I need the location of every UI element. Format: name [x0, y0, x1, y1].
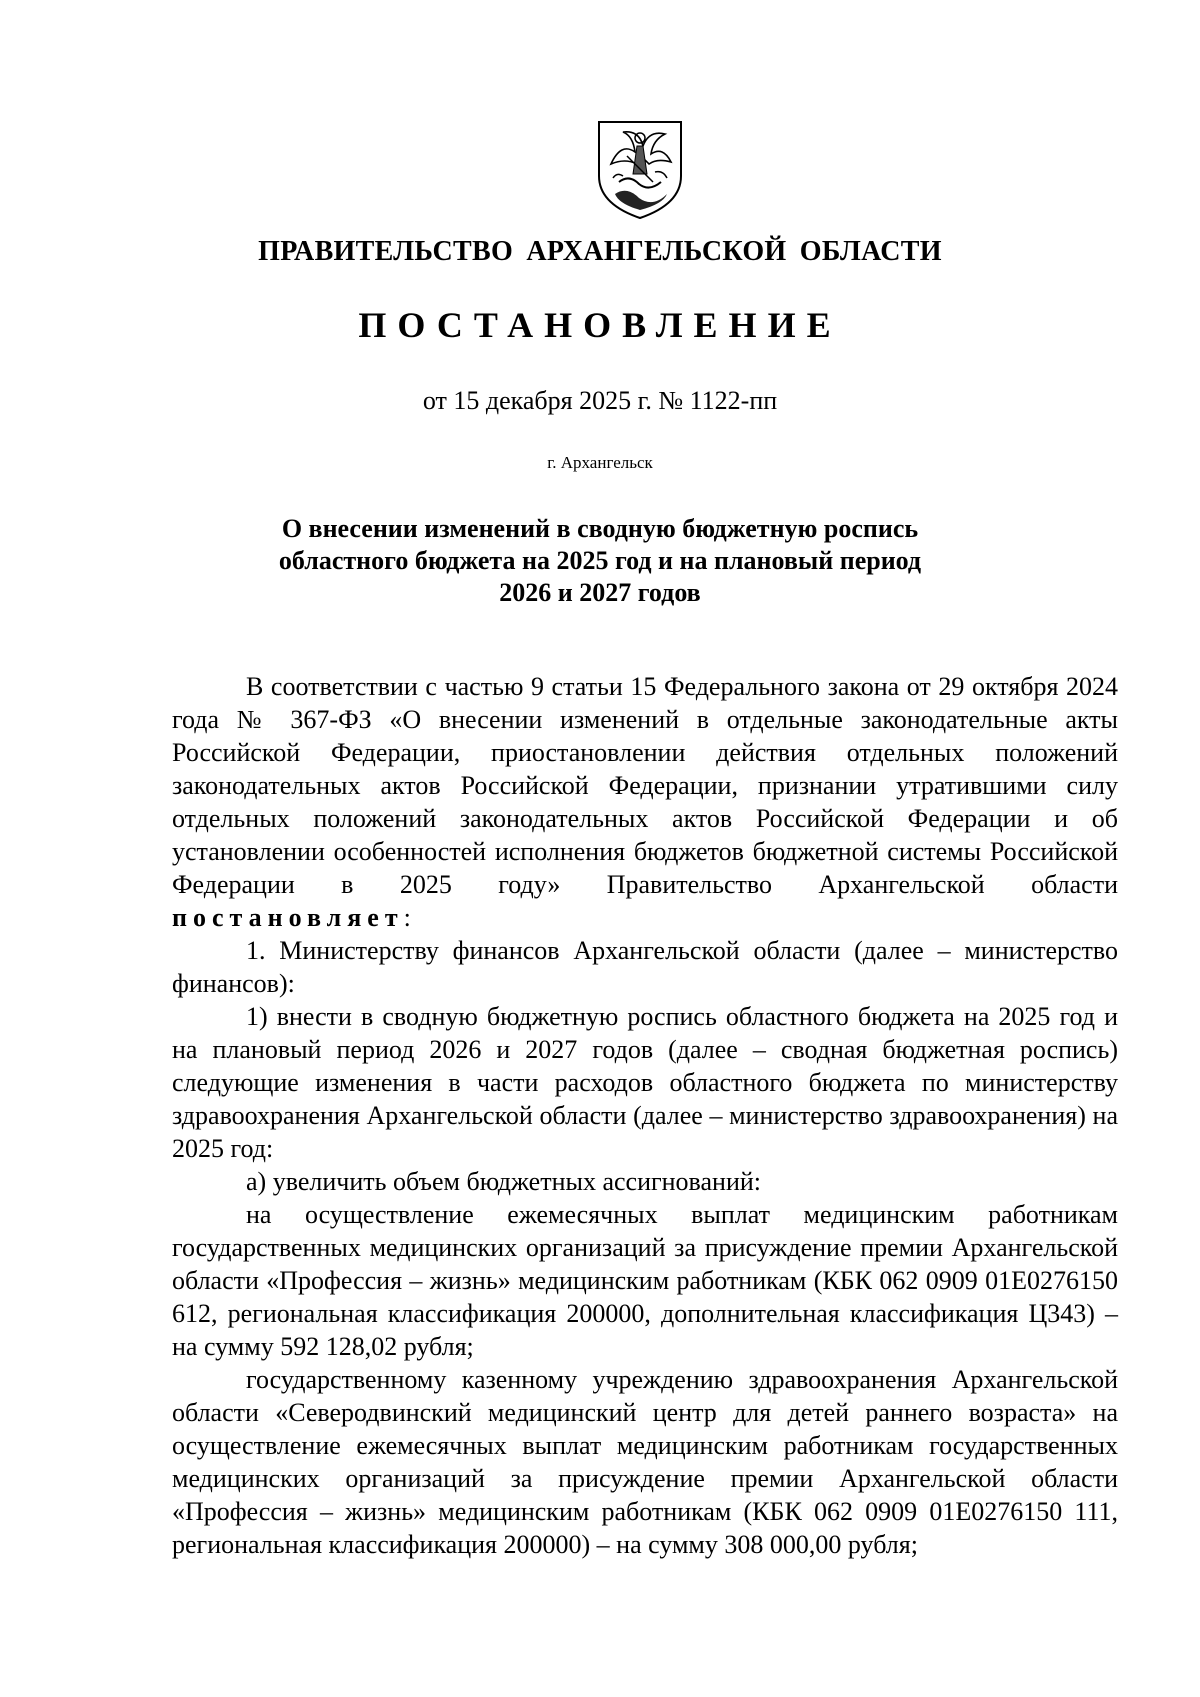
- document-date-number: от 15 декабря 2025 г. № 1122-пп: [422, 386, 778, 415]
- decree-word: постановляет: [172, 903, 404, 932]
- paragraph-a: а) увеличить объем бюджетных ассигнований:: [246, 1167, 761, 1196]
- document-body: [172, 670, 1118, 1561]
- document-title: [240, 513, 960, 609]
- preamble-text: В соответствии с частью 9 статьи 15 Федерального закона от 29 октября 2024 года № 367-ФЗ «О внесении изменений в отдельные законодательные акты Российской Федерации, приостановлении действия отдельных положений законодательных актов Российской Федерации, признании утратившими силу отдельных положений законодательных актов Российской Федерации и об установлении особенностей исполнения бюджетов бюджетной системы Российской Федерации в 2025 году» Правительство Архангельской области: [172, 672, 1118, 899]
- issuing-authority: ПРАВИТЕЛЬСТВО АРХАНГЕЛЬСКОЙ ОБЛАСТИ: [258, 236, 942, 267]
- coat-of-arms-icon: [593, 112, 687, 222]
- title-line: 2026 и 2027 годов: [499, 578, 701, 607]
- title-line: О внесении изменений в сводную бюджетную роспись: [281, 514, 919, 543]
- paragraph-a-2: государственному казенному учреждению здравоохранения Архангельской области «Северодвинский медицинский центр для детей раннего возраста» на осуществление ежемесячных выплат медицинским работникам государственных медицинских организаций за присуждение премии Архангельской области «Профессия – жизнь» медицинским работникам (КБК 062 0909 01Е0276150 111, региональная классификация 200000) – на сумму 308 000,00 рубля;: [172, 1365, 1118, 1559]
- paragraph-1: 1. Министерству финансов Архангельской области (далее – министерство финансов):: [172, 936, 1118, 998]
- paragraph-a-1: на осуществление ежемесячных выплат медицинским работникам государственных медицинских организаций за присуждение премии Архангельской области «Профессия – жизнь» медицинским работникам (КБК 062 0909 01Е0276150 612, региональная классификация 200000, дополнительная классификация Ц343) – на сумму 592 128,02 рубля;: [172, 1200, 1118, 1361]
- document-city: г. Архангельск: [547, 453, 653, 472]
- preamble-paragraph: [172, 670, 1118, 934]
- document-type: ПОСТАНОВЛЕНИЕ: [358, 305, 842, 345]
- title-line: областного бюджета на 2025 год и на плановый период: [278, 546, 922, 575]
- paragraph-1-1: 1) внести в сводную бюджетную роспись областного бюджета на 2025 год и на плановый период 2026 и 2027 годов (далее – сводная бюджетная роспись) следующие изменения в части расходов областного бюджета по министерству здравоохранения Архангельской области (далее – министерство здравоохранения) на 2025 год:: [172, 1002, 1118, 1163]
- decree-colon: :: [403, 903, 411, 932]
